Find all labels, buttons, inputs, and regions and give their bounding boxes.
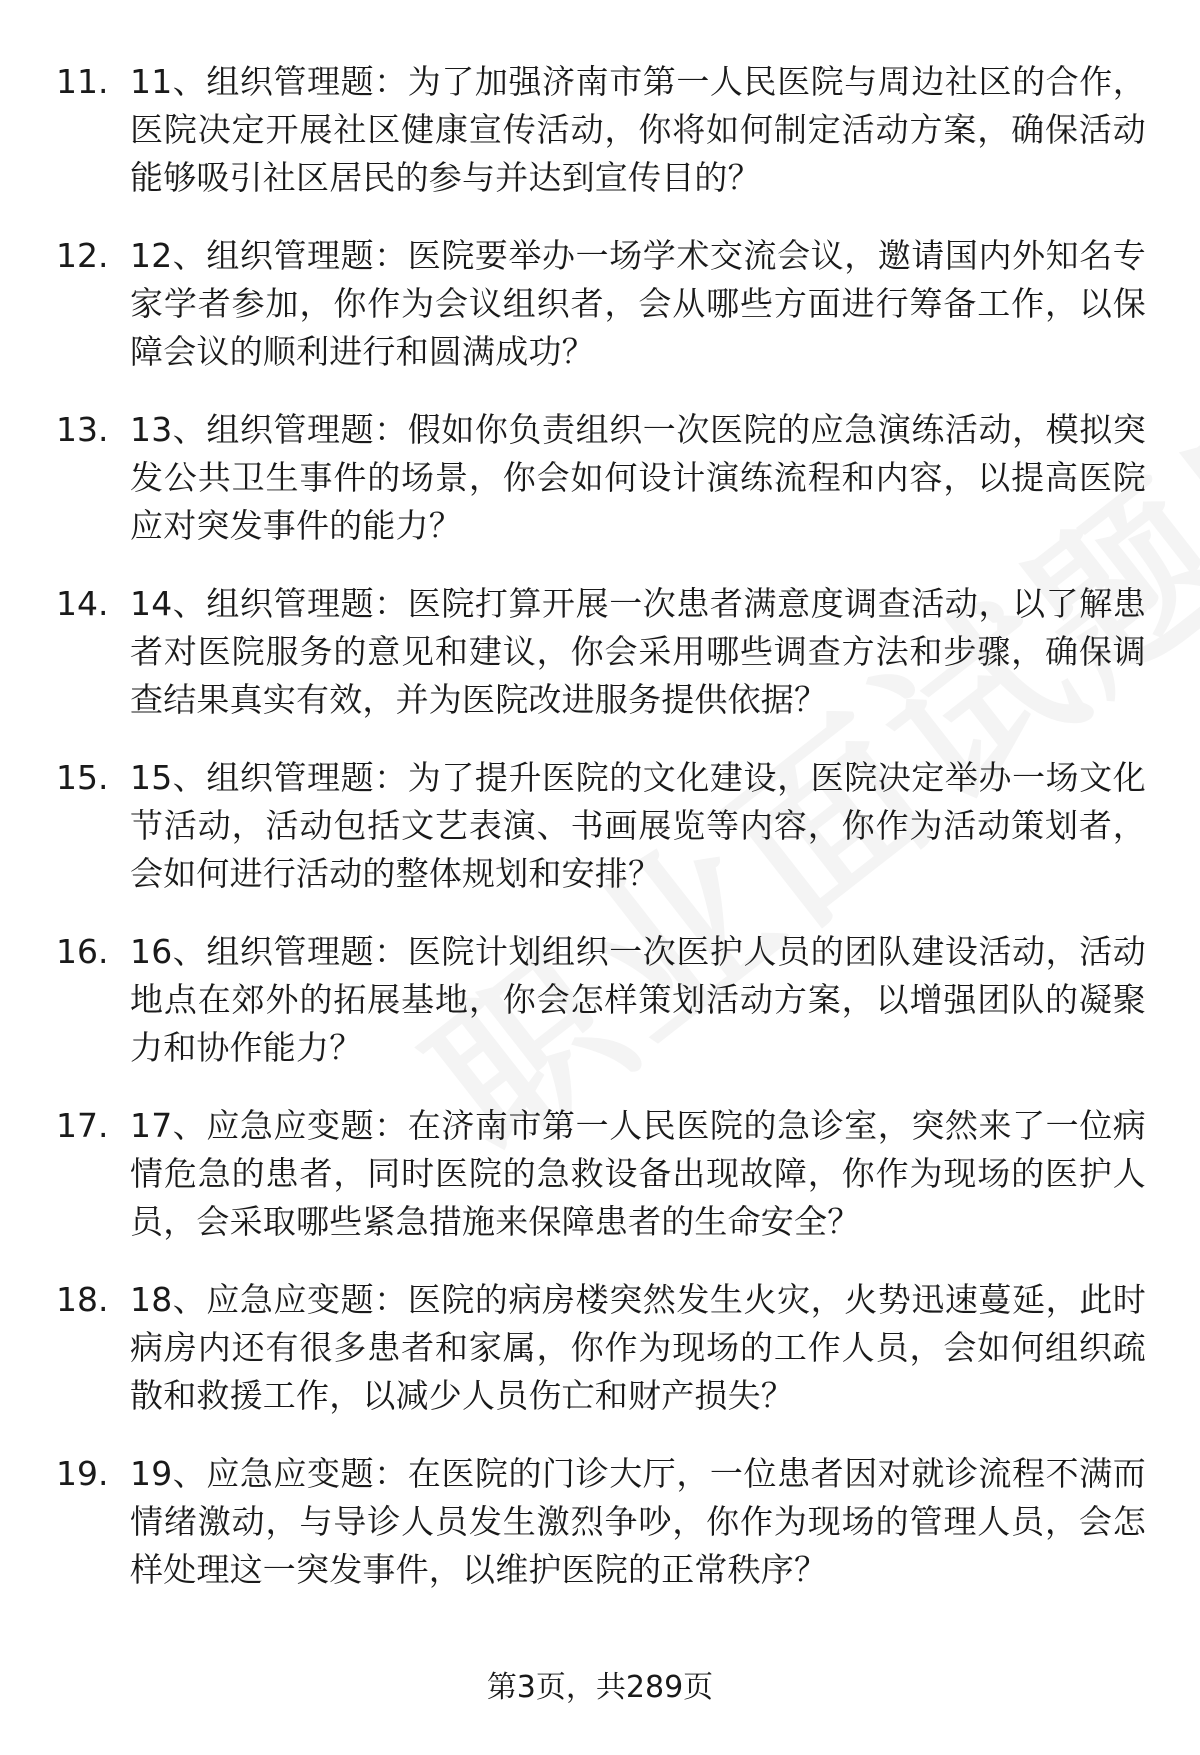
question-text: 13、组织管理题：假如你负责组织一次医院的应急演练活动，模拟突发公共卫生事件的场景，你会如何设计演练流程和内容，以提高医院应对突发事件的能力？ xyxy=(130,410,1146,545)
question-text: 12、组织管理题：医院要举办一场学术交流会议，邀请国内外知名专家学者参加，你作为会议组织者，会从哪些方面进行筹备工作，以保障会议的顺利进行和圆满成功？ xyxy=(130,236,1146,371)
list-item xyxy=(0,232,1200,406)
list-item xyxy=(0,580,1200,754)
question-number: 15. xyxy=(56,758,109,797)
list-item xyxy=(0,1276,1200,1450)
list-item xyxy=(0,1102,1200,1276)
page-footer xyxy=(0,1668,1200,1708)
question-text: 19、应急应变题：在医院的门诊大厅，一位患者因对就诊流程不满而情绪激动，与导诊人员发生激烈争吵，你作为现场的管理人员，会怎样处理这一突发事件，以维护医院的正常秩序？ xyxy=(130,1454,1146,1589)
question-number: 17. xyxy=(56,1106,109,1145)
list-item xyxy=(0,754,1200,928)
question-text: 11、组织管理题：为了加强济南市第一人民医院与周边社区的合作，医院决定开展社区健康宣传活动，你将如何制定活动方案，确保活动能够吸引社区居民的参与并达到宣传目的？ xyxy=(130,62,1146,197)
question-list xyxy=(0,58,1200,1624)
question-number: 16. xyxy=(56,932,109,971)
question-text: 18、应急应变题：医院的病房楼突然发生火灾，火势迅速蔓延，此时病房内还有很多患者和家属，你作为现场的工作人员，会如何组织疏散和救援工作，以减少人员伤亡和财产损失？ xyxy=(130,1280,1146,1415)
question-number: 13. xyxy=(56,410,109,449)
question-text: 15、组织管理题：为了提升医院的文化建设，医院决定举办一场文化节活动，活动包括文艺表演、书画展览等内容，你作为活动策划者，会如何进行活动的整体规划和安排？ xyxy=(130,758,1146,893)
question-number: 12. xyxy=(56,236,109,275)
question-text: 17、应急应变题：在济南市第一人民医院的急诊室，突然来了一位病情危急的患者，同时医院的急救设备出现故障，你作为现场的医护人员，会采取哪些紧急措施来保障患者的生命安全？ xyxy=(130,1106,1146,1241)
page-number-label: 第3页，共289页 xyxy=(486,1670,714,1705)
list-item xyxy=(0,406,1200,580)
question-text: 16、组织管理题：医院计划组织一次医护人员的团队建设活动，活动地点在郊外的拓展基地，你会怎样策划活动方案，以增强团队的凝聚力和协作能力？ xyxy=(130,932,1146,1067)
question-text: 14、组织管理题：医院打算开展一次患者满意度调查活动，以了解患者对医院服务的意见和建议，你会采用哪些调查方法和步骤，确保调查结果真实有效，并为医院改进服务提供依据？ xyxy=(130,584,1146,719)
list-item xyxy=(0,58,1200,232)
list-item xyxy=(0,928,1200,1102)
list-item xyxy=(0,1450,1200,1624)
question-number: 18. xyxy=(56,1280,109,1319)
question-number: 11. xyxy=(56,62,109,101)
question-number: 19. xyxy=(56,1454,109,1493)
question-number: 14. xyxy=(56,584,109,623)
